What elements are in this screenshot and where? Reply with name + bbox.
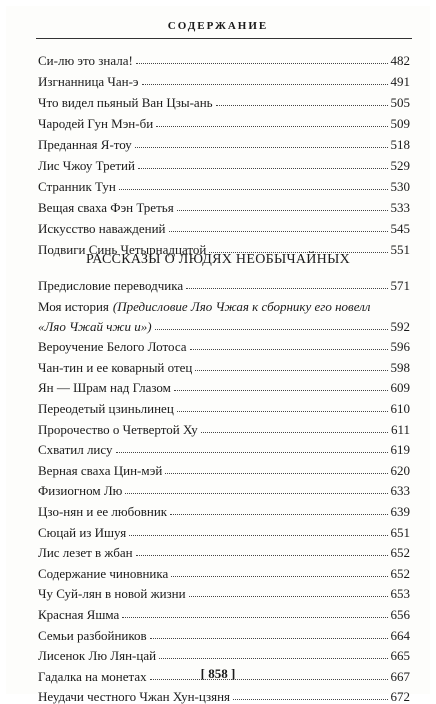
toc-entry-title: Гадалка на монетах — [38, 668, 147, 684]
toc-entry-title: Моя история — [38, 298, 109, 314]
toc-entry-page: 664 — [390, 627, 410, 643]
toc-entry-page: 665 — [390, 648, 410, 664]
toc-list-part2 — [38, 271, 410, 703]
toc-entry — [38, 333, 410, 354]
toc-entry — [38, 580, 410, 601]
dot-leader — [165, 473, 387, 474]
dot-leader — [125, 493, 387, 494]
toc-entry — [38, 130, 410, 151]
toc-entry-page: 518 — [390, 137, 410, 152]
toc-entry — [38, 456, 410, 477]
toc-entry-title: Подвиги Синь Четырнадцатой — [38, 242, 207, 257]
toc-entry — [38, 214, 410, 235]
toc-list-part1 — [38, 46, 410, 256]
dot-leader — [138, 168, 388, 169]
toc-entry — [38, 193, 410, 214]
toc-entry — [38, 172, 410, 193]
toc-entry-page: 672 — [390, 689, 410, 704]
dot-leader — [136, 63, 388, 64]
toc-entry-page: 620 — [390, 462, 410, 478]
toc-entry-title: Физиогном Лю — [38, 483, 123, 499]
toc-entry-title: Сюцай из Ишуя — [38, 524, 127, 540]
dot-leader — [155, 329, 388, 330]
toc-entry-page: 610 — [390, 400, 410, 416]
toc-entry-title: Лис лезет в жбан — [38, 545, 133, 561]
toc-entry-page: 656 — [390, 606, 410, 622]
section-heading: РАССКАЗЫ О ЛЮДЯХ НЕОБЫЧАЙНЫХ — [85, 252, 351, 267]
toc-entry — [38, 46, 410, 67]
toc-entry-title: Чу Суй-лян в новой жизни — [38, 586, 186, 602]
dot-leader — [189, 596, 388, 597]
toc-entry-page: 653 — [390, 586, 410, 602]
dot-leader — [156, 126, 387, 127]
toc-entry-title: Что видел пьяный Ван Цзы-ань — [38, 95, 213, 110]
toc-entry-title: Вероучение Белого Лотоса — [38, 339, 187, 355]
toc-entry-page: 571 — [390, 277, 410, 293]
toc-entry-page: 639 — [390, 503, 410, 519]
toc-entry-title: Чародей Гун Мэн-би — [38, 116, 154, 131]
dot-leader — [142, 84, 388, 85]
toc-entry — [38, 477, 410, 498]
toc-entry — [38, 271, 410, 292]
toc-entry — [38, 67, 410, 88]
dot-leader — [174, 390, 388, 391]
toc-entry-title: Си-лю это знала! — [38, 53, 133, 68]
toc-entry-title: Предисловие переводчика — [38, 277, 184, 293]
toc-entry-title: Изгнанница Чан-э — [38, 74, 139, 89]
toc-entry-page: 533 — [390, 200, 410, 215]
toc-entry-title: Пророчество о Четвертой Ху — [38, 421, 198, 437]
toc-entry-title: Лис Чжоу Третий — [38, 158, 135, 173]
dot-leader — [201, 432, 388, 433]
toc-entry-title: Странник Тун — [38, 179, 116, 194]
toc-entry — [38, 88, 410, 109]
toc-entry-page: 505 — [390, 95, 410, 110]
book-page — [6, 6, 430, 704]
toc-entry — [38, 353, 410, 374]
dot-leader — [170, 514, 387, 515]
page-number: [ 858 ] — [200, 666, 236, 681]
dot-leader — [190, 349, 388, 350]
toc-entry-title: Вещая сваха Фэн Третья — [38, 200, 174, 215]
toc-entry-page: 596 — [390, 339, 410, 355]
toc-entry-page: 611 — [390, 421, 410, 437]
dot-leader — [150, 638, 388, 639]
dot-leader — [177, 411, 388, 412]
toc-entry-title: Схватил лису — [38, 442, 113, 458]
toc-entry — [38, 436, 410, 457]
toc-entry — [38, 642, 410, 663]
toc-entry — [38, 600, 410, 621]
toc-entry — [38, 394, 410, 415]
dot-leader — [122, 617, 387, 618]
page-header-title: СОДЕРЖАНИЕ — [167, 20, 269, 32]
toc-entry-page: 598 — [390, 359, 410, 375]
dot-leader — [136, 555, 388, 556]
dot-leader — [116, 452, 388, 453]
toc-entry-page: 667 — [390, 668, 410, 684]
dot-leader — [159, 658, 387, 659]
toc-entry-title: Преданная Я-тоу — [38, 137, 132, 152]
toc-entry — [38, 539, 410, 560]
toc-entry-title: Искусство наваждений — [38, 221, 166, 236]
toc-entry — [38, 109, 410, 130]
dot-leader — [186, 288, 387, 289]
dot-leader — [169, 231, 388, 232]
toc-entry-title: Семьи разбойников — [38, 627, 147, 643]
toc-entry-title: Содержание чиновника — [38, 565, 169, 581]
toc-entry — [38, 415, 410, 436]
toc-entry-title: Чан-тин и ее коварный отец — [38, 359, 193, 375]
toc-entry-page: 529 — [390, 158, 410, 173]
toc-entry — [38, 683, 410, 704]
toc-entry-note: (Предисловие Ляо Чжая к сборнику его новелл — [112, 298, 371, 314]
toc-entry-page: 592 — [390, 318, 410, 334]
toc-entry-page: 530 — [390, 179, 410, 194]
toc-entry-page: 633 — [390, 483, 410, 499]
toc-entry-page: 652 — [390, 565, 410, 581]
toc-entry — [38, 621, 410, 642]
dot-leader — [171, 576, 387, 577]
toc-entry — [38, 292, 410, 333]
toc-entry — [38, 374, 410, 395]
toc-entry-page: 652 — [390, 545, 410, 561]
toc-entry-title: Красная Яшма — [38, 606, 120, 622]
header-divider — [36, 38, 412, 39]
dot-leader — [216, 105, 388, 106]
toc-entry-page: 545 — [390, 221, 410, 236]
toc-entry-title: Лисенок Лю Лян-цай — [38, 648, 157, 664]
toc-entry-page: 651 — [390, 524, 410, 540]
toc-entry-page: 491 — [390, 74, 410, 89]
toc-entry-page: 551 — [390, 242, 410, 257]
toc-entry-page: 482 — [390, 53, 410, 68]
toc-entry — [38, 518, 410, 539]
toc-entry-note: «Ляо Чжай чжи и») — [38, 318, 152, 334]
toc-entry-title: Неудачи честного Чжан Хун-цзяня — [38, 689, 231, 704]
toc-entry — [38, 497, 410, 518]
dot-leader — [119, 189, 388, 190]
toc-entry-page: 619 — [390, 442, 410, 458]
toc-entry-title: Ян — Шрам над Глазом — [38, 380, 171, 396]
toc-entry-page: 609 — [390, 380, 410, 396]
toc-entry-title: Верная сваха Цин-мэй — [38, 462, 163, 478]
toc-entry-title: Переодетый цзиньлинец — [38, 400, 174, 416]
toc-entry-title: Цзо-нян и ее любовник — [38, 503, 168, 519]
dot-leader — [177, 210, 388, 211]
toc-entry — [38, 151, 410, 172]
dot-leader — [195, 370, 387, 371]
toc-entry — [38, 559, 410, 580]
dot-leader — [129, 535, 387, 536]
toc-entry-page: 509 — [390, 116, 410, 131]
dot-leader — [135, 147, 388, 148]
